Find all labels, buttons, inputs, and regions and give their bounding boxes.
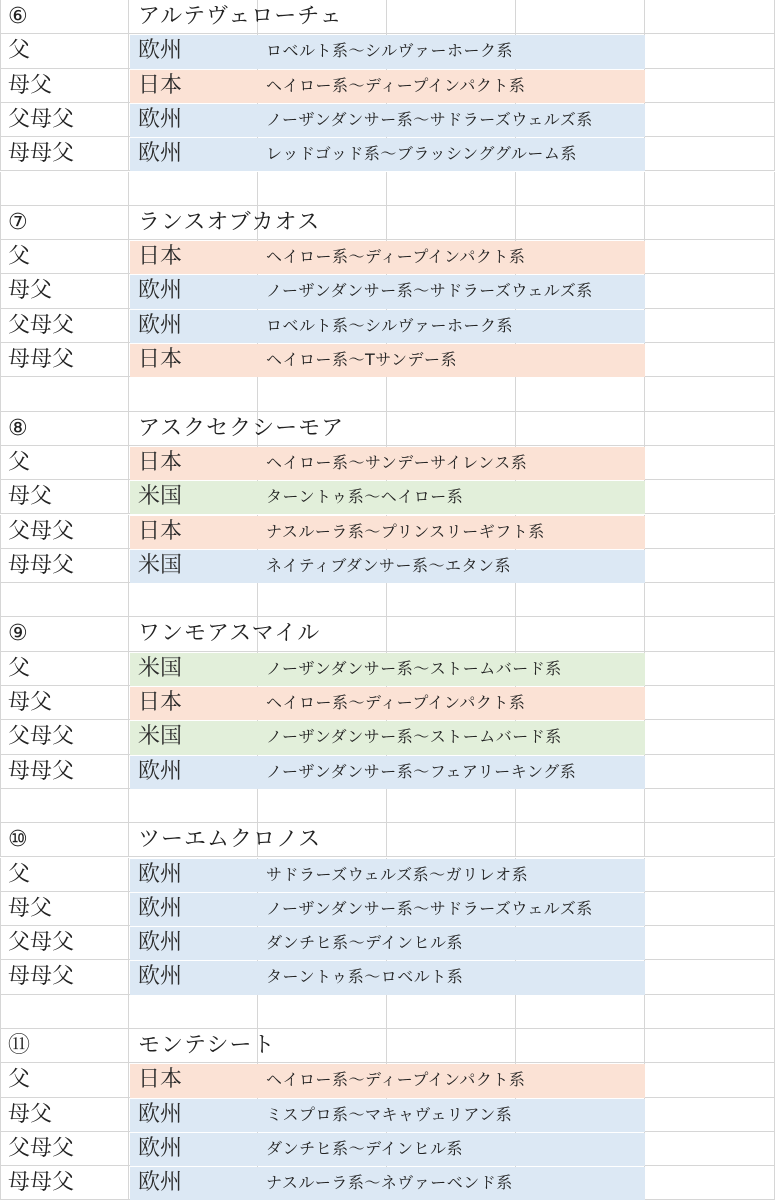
grid-cell[interactable]	[387, 0, 516, 34]
region-cell: 日本	[138, 1067, 183, 1093]
lineage-cell: ノーザンダンサー系〜ストームバード系	[266, 658, 562, 678]
grid-cell[interactable]	[645, 103, 775, 137]
grid-cell[interactable]	[516, 823, 645, 857]
blank-row	[0, 172, 775, 206]
lineage-cell: ダンチヒ系〜デインヒル系	[266, 933, 464, 953]
grid-cell[interactable]	[258, 172, 387, 206]
pedigree-label: 母母父	[8, 964, 75, 990]
lineage-cell: ノーザンダンサー系〜サドラーズウェルズ系	[266, 109, 593, 129]
pedigree-label: 母父	[8, 278, 53, 304]
grid-cell[interactable]	[645, 1063, 775, 1097]
grid-cell[interactable]	[645, 926, 775, 960]
horse-name: モンテシート	[138, 1033, 276, 1058]
pedigree-label: 父	[8, 861, 31, 887]
grid-cell[interactable]	[387, 206, 516, 240]
horse-number: ⑪	[8, 1033, 31, 1058]
region-cell: 欧州	[138, 1135, 183, 1161]
pedigree-label: 母母父	[8, 1170, 75, 1196]
grid-cell[interactable]	[645, 480, 775, 514]
grid-cell[interactable]	[645, 69, 775, 103]
grid-cell[interactable]	[516, 583, 645, 617]
grid-cell[interactable]	[516, 206, 645, 240]
pedigree-label: 父母父	[8, 518, 75, 544]
lineage-cell: ヘイロー系〜ディープインパクト系	[266, 247, 526, 267]
grid-cell[interactable]	[645, 858, 775, 892]
pedigree-label: 父母父	[8, 106, 75, 132]
grid-cell[interactable]	[645, 377, 775, 411]
region-cell: 日本	[138, 244, 183, 270]
grid-cell[interactable]	[516, 172, 645, 206]
grid-cell[interactable]	[129, 789, 258, 823]
grid-cell[interactable]	[387, 995, 516, 1029]
grid-cell[interactable]	[645, 1132, 775, 1166]
grid-cell[interactable]	[645, 137, 775, 171]
region-cell: 米国	[138, 724, 183, 750]
region-cell: 欧州	[138, 758, 183, 784]
region-cell: 欧州	[138, 1170, 183, 1196]
blank-row	[0, 995, 775, 1029]
region-cell: 日本	[138, 449, 183, 475]
lineage-cell: ノーザンダンサー系〜サドラーズウェルズ系	[266, 898, 593, 918]
grid-cell[interactable]	[258, 377, 387, 411]
pedigree-label: 母母父	[8, 758, 75, 784]
pedigree-label: 父母父	[8, 930, 75, 956]
horse-number: ⑥	[8, 4, 28, 29]
region-cell: 米国	[138, 484, 183, 510]
grid-cell[interactable]	[0, 172, 129, 206]
grid-cell[interactable]	[387, 377, 516, 411]
horse-number: ⑧	[8, 415, 28, 441]
grid-cell[interactable]	[387, 823, 516, 857]
pedigree-label: 母父	[8, 72, 53, 98]
grid-cell[interactable]	[645, 617, 775, 651]
horse-header-row	[0, 1029, 775, 1063]
grid-cell[interactable]	[387, 172, 516, 206]
grid-cell[interactable]	[645, 686, 775, 720]
grid-cell[interactable]	[387, 789, 516, 823]
grid-cell[interactable]	[645, 549, 775, 583]
grid-cell[interactable]	[645, 755, 775, 789]
grid-cell[interactable]	[645, 412, 775, 446]
pedigree-label: 母母父	[8, 552, 75, 578]
grid-cell[interactable]	[387, 583, 516, 617]
region-cell: 日本	[138, 690, 183, 715]
pedigree-label: 母母父	[8, 347, 75, 372]
lineage-cell: ノーザンダンサー系〜サドラーズウェルズ系	[266, 281, 593, 301]
grid-cell[interactable]	[645, 1166, 775, 1200]
pedigree-label: 父	[8, 449, 31, 475]
grid-cell[interactable]	[516, 617, 645, 651]
horse-name: アスクセクシーモア	[138, 415, 345, 441]
grid-cell[interactable]	[645, 1029, 775, 1063]
pedigree-label: 母母父	[8, 141, 75, 167]
horse-header-row	[0, 206, 775, 240]
region-cell: 欧州	[138, 861, 183, 887]
horse-header-row	[0, 412, 775, 446]
region-cell: 欧州	[138, 1101, 183, 1127]
lineage-cell: ロベルト系〜シルヴァーホーク系	[266, 41, 513, 61]
lineage-cell: ヘイロー系〜Tサンデー系	[266, 350, 457, 369]
horse-header-row	[0, 0, 775, 34]
pedigree-label: 母父	[8, 1101, 53, 1127]
grid-cell[interactable]	[645, 720, 775, 754]
grid-cell[interactable]	[129, 583, 258, 617]
grid-cell[interactable]	[387, 1029, 516, 1063]
grid-cell[interactable]	[387, 412, 516, 446]
region-cell: 欧州	[138, 278, 183, 304]
blank-row	[0, 377, 775, 411]
region-cell: 日本	[138, 347, 183, 372]
region-cell: 欧州	[138, 964, 183, 990]
grid-cell[interactable]	[645, 789, 775, 823]
grid-cell[interactable]	[645, 309, 775, 343]
lineage-cell: ネイティブダンサー系〜エタン系	[266, 555, 511, 575]
grid-cell[interactable]	[645, 823, 775, 857]
grid-cell[interactable]	[645, 240, 775, 274]
pedigree-label: 父母父	[8, 724, 75, 750]
region-cell: 欧州	[138, 38, 183, 64]
lineage-cell: ヘイロー系〜ディープインパクト系	[266, 1070, 526, 1090]
grid-cell[interactable]	[645, 206, 775, 240]
grid-cell[interactable]	[645, 652, 775, 686]
grid-cell[interactable]	[645, 0, 775, 34]
horse-name: アルテヴェローチェ	[138, 4, 343, 29]
pedigree-label: 父	[8, 244, 31, 270]
region-cell: 米国	[138, 552, 183, 578]
lineage-cell: ミスプロ系〜マキャヴェリアン系	[266, 1104, 513, 1124]
pedigree-label: 父母父	[8, 1135, 75, 1161]
grid-cell[interactable]	[645, 34, 775, 68]
region-cell: 欧州	[138, 141, 183, 167]
grid-cell[interactable]	[516, 995, 645, 1029]
grid-cell[interactable]	[516, 789, 645, 823]
lineage-cell: ヘイロー系〜ディープインパクト系	[266, 693, 526, 712]
horse-number: ⑨	[8, 621, 28, 647]
lineage-cell: ナスルーラ系〜ネヴァーベンド系	[266, 1173, 513, 1193]
lineage-cell: ノーザンダンサー系〜フェアリーキング系	[266, 761, 577, 781]
grid-cell[interactable]	[645, 172, 775, 206]
pedigree-label: 母父	[8, 895, 53, 921]
lineage-cell: ナスルーラ系〜プリンスリーギフト系	[266, 521, 545, 541]
grid-cell[interactable]	[516, 0, 645, 34]
grid-cell[interactable]	[645, 274, 775, 308]
lineage-cell: レッドゴッド系〜ブラッシンググルーム系	[266, 144, 577, 164]
grid-cell[interactable]	[645, 1098, 775, 1132]
grid-cell[interactable]	[516, 412, 645, 446]
horse-header-row	[0, 617, 775, 651]
region-cell: 欧州	[138, 312, 183, 338]
grid-cell[interactable]	[645, 583, 775, 617]
grid-cell[interactable]	[129, 995, 258, 1029]
grid-cell[interactable]	[258, 1029, 387, 1063]
grid-cell[interactable]	[0, 995, 129, 1029]
pedigree-label: 母父	[8, 484, 53, 510]
grid-cell[interactable]	[516, 1029, 645, 1063]
grid-cell[interactable]	[258, 995, 387, 1029]
lineage-cell: ターントゥ系〜ヘイロー系	[266, 487, 464, 507]
grid-cell[interactable]	[0, 789, 129, 823]
pedigree-label: 父	[8, 1067, 31, 1093]
grid-cell[interactable]	[645, 343, 775, 377]
grid-cell[interactable]	[387, 617, 516, 651]
pedigree-label: 父母父	[8, 312, 75, 338]
grid-cell[interactable]	[645, 960, 775, 994]
horse-number: ⑩	[8, 827, 28, 853]
grid-cell[interactable]	[645, 995, 775, 1029]
grid-cell[interactable]	[0, 377, 129, 411]
pedigree-label: 母父	[8, 690, 53, 715]
horse-name: ツーエムクロノス	[138, 827, 322, 853]
horse-name: ワンモアスマイル	[138, 621, 321, 647]
pedigree-label: 父	[8, 655, 31, 681]
grid-cell[interactable]	[0, 583, 129, 617]
region-cell: 欧州	[138, 930, 183, 956]
lineage-cell: ダンチヒ系〜デインヒル系	[266, 1138, 464, 1158]
lineage-cell: ヘイロー系〜サンデーサイレンス系	[266, 452, 528, 472]
lineage-cell: ノーザンダンサー系〜ストームバード系	[266, 727, 562, 747]
grid-cell[interactable]	[129, 377, 258, 411]
grid-cell[interactable]	[258, 789, 387, 823]
region-cell: 欧州	[138, 895, 183, 921]
pedigree-label: 父	[8, 38, 31, 64]
grid-cell[interactable]	[516, 377, 645, 411]
lineage-cell: ヘイロー系〜ディープインパクト系	[266, 75, 526, 95]
lineage-cell: ロベルト系〜シルヴァーホーク系	[266, 315, 513, 335]
horse-name: ランスオブカオス	[138, 209, 321, 235]
blank-row	[0, 789, 775, 823]
horse-number: ⑦	[8, 209, 28, 235]
region-cell: 日本	[138, 518, 183, 544]
grid-cell[interactable]	[645, 446, 775, 480]
horse-header-row	[0, 823, 775, 857]
grid-cell[interactable]	[645, 515, 775, 549]
lineage-cell: ターントゥ系〜ロベルト系	[266, 967, 464, 987]
lineage-cell: サドラーズウェルズ系〜ガリレオ系	[266, 864, 529, 884]
region-cell: 日本	[138, 72, 183, 98]
region-cell: 米国	[138, 655, 183, 681]
grid-cell[interactable]	[645, 892, 775, 926]
grid-cell[interactable]	[258, 583, 387, 617]
grid-cell[interactable]	[129, 172, 258, 206]
blank-row	[0, 583, 775, 617]
region-cell: 欧州	[138, 106, 183, 132]
